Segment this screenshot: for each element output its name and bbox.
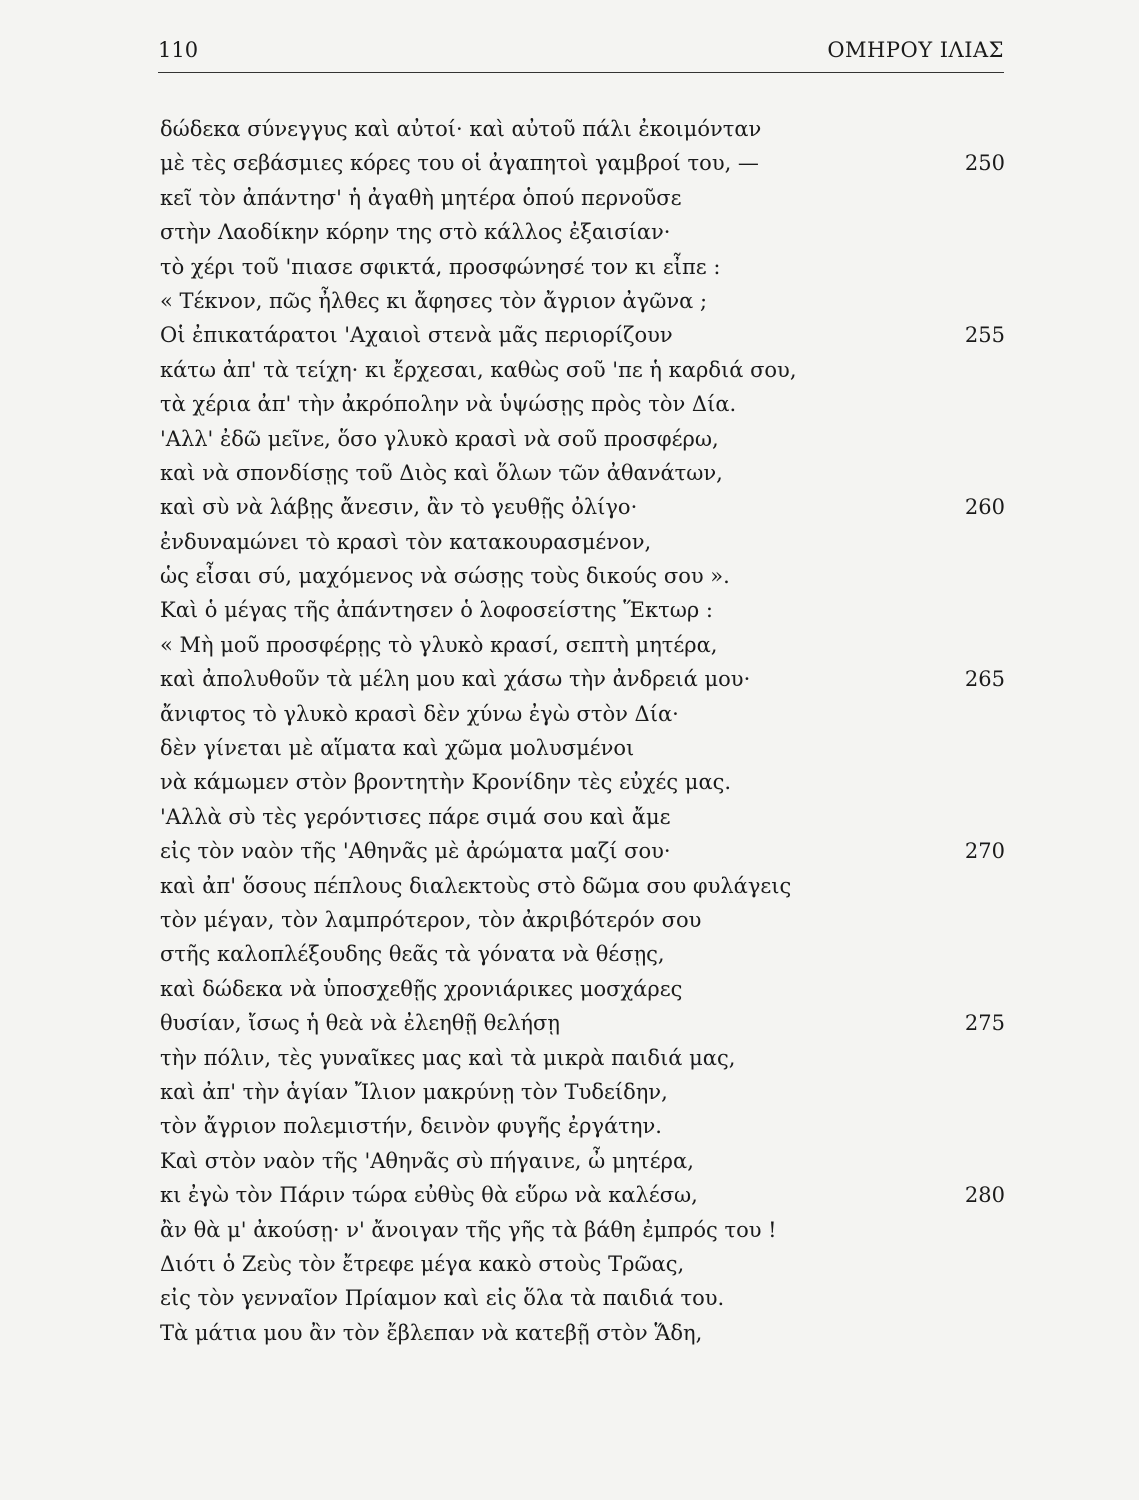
verse-line bbox=[160, 112, 1005, 146]
verse-line bbox=[160, 490, 1005, 524]
verse-line bbox=[160, 662, 1005, 696]
verse-text: εἰς τὸν ναὸν τῆς 'Αθηνᾶς μὲ ἀρώματα μαζί σου· bbox=[160, 839, 671, 864]
verse-line bbox=[160, 387, 1005, 421]
verse-text: « Μὴ μοῦ προσφέρῃς τὸ γλυκὸ κρασί, σεπτὴ μητέρα, bbox=[160, 632, 718, 657]
verse-text: Καὶ στὸν ναὸν τῆς 'Αθηνᾶς σὺ πήγαινε, ὦ μητέρα, bbox=[160, 1148, 694, 1173]
verse-line bbox=[160, 1247, 1005, 1281]
verse-text: στῆς καλοπλέξουδης θεᾶς τὰ γόνατα νὰ θέσῃς, bbox=[160, 942, 665, 967]
verse-text: « Τέκνον, πῶς ἦλθες κι ἄφησες τὸν ἄγριον ἀγῶνα ; bbox=[160, 288, 708, 313]
verse-text: καὶ σὺ νὰ λάβῃς ἄνεσιν, ἂν τὸ γευθῇς ὀλίγο· bbox=[160, 495, 638, 520]
verse-line bbox=[160, 972, 1005, 1006]
verse-line bbox=[160, 1144, 1005, 1178]
verse-text: εἰς τὸν γενναῖον Πρίαμον καὶ εἰς ὅλα τὰ παιδιά του. bbox=[160, 1286, 725, 1311]
verse-text: κι ἐγὼ τὸν Πάριν τώρα εὐθὺς θὰ εὕρω νὰ καλέσω, bbox=[160, 1183, 698, 1208]
verse-text: μὲ τὲς σεβάσμιες κόρες του οἱ ἀγαπητοὶ γαμβροί του, — bbox=[160, 151, 759, 176]
verse-text: καὶ ἀπολυθοῦν τὰ μέλη μου καὶ χάσω τὴν ἀνδρειά μου· bbox=[160, 667, 751, 692]
verse-text: νὰ κάμωμεν στὸν βροντητὴν Κρονίδην τὲς εὐχές μας. bbox=[160, 770, 732, 795]
verse-text: καὶ ἀπ' ὅσους πέπλους διαλεκτοὺς στὸ δῶμα σου φυλάγεις bbox=[160, 873, 792, 898]
verse-text: κάτω ἀπ' τὰ τείχη· κι ἔρχεσαι, καθὼς σοῦ 'πε ἡ καρδιά σου, bbox=[160, 357, 797, 382]
verse-text: δώδεκα σύνεγγυς καὶ αὐτοί· καὶ αὐτοῦ πάλι ἐκοιμόνταν bbox=[160, 117, 762, 141]
verse-text: ἄνιφτος τὸ γλυκὸ κρασὶ δὲν χύνω ἐγὼ στὸν Δία· bbox=[160, 701, 679, 726]
verse-line bbox=[160, 284, 1005, 318]
verse-line bbox=[160, 1109, 1005, 1143]
verse-text: καὶ δώδεκα νὰ ὑποσχεθῇς χρονιάρικες μοσχάρες bbox=[160, 976, 683, 1001]
verse-text: τὸ χέρι τοῦ 'πιασε σφικτά, προσφώνησέ τον κι εἶπε : bbox=[160, 254, 721, 279]
verse-text: δὲν γίνεται μὲ αἵματα καὶ χῶμα μολυσμένοι bbox=[160, 736, 635, 761]
verse-line bbox=[160, 869, 1005, 903]
verse-line bbox=[160, 422, 1005, 456]
verse-text: 'Αλλὰ σὺ τὲς γερόντισες πάρε σιμά σου καὶ ἄμε bbox=[160, 804, 671, 829]
verse-line bbox=[160, 593, 1005, 627]
verse-line bbox=[160, 146, 1005, 180]
verse-line bbox=[160, 1281, 1005, 1315]
verse-line bbox=[160, 697, 1005, 731]
line-number: 250 bbox=[964, 151, 1005, 176]
verse-text: κεῖ τὸν ἀπάντησ' ἡ ἀγαθὴ μητέρα ὁπού περνοῦσε bbox=[160, 185, 682, 210]
verse-text: θυσίαν, ἴσως ἡ θεὰ νὰ ἐλεηθῇ θελήσῃ bbox=[160, 1011, 560, 1036]
running-title: ΟΜΗΡΟΥ ΙΛΙΑΣ bbox=[827, 38, 1004, 62]
verse-line bbox=[160, 318, 1005, 352]
verse-text: Τὰ μάτια μου ἂν τὸν ἔβλεπαν νὰ κατεβῇ στὸν Ἅδη, bbox=[160, 1320, 703, 1345]
verse-line bbox=[160, 559, 1005, 593]
verse-line bbox=[160, 903, 1005, 937]
verse-text: 'Αλλ' ἐδῶ μεῖνε, ὅσο γλυκὸ κρασὶ νὰ σοῦ προσφέρω, bbox=[160, 426, 719, 451]
verse-text: στὴν Λαοδίκην κόρην της στὸ κάλλος ἐξαισίαν· bbox=[160, 220, 671, 245]
line-number: 260 bbox=[964, 495, 1005, 520]
verse-line bbox=[160, 456, 1005, 490]
verse-line bbox=[160, 765, 1005, 799]
verse-line bbox=[160, 628, 1005, 662]
verse-text: ἂν θὰ μ' ἀκούσῃ· ν' ἄνοιγαν τῆς γῆς τὰ βάθη ἐμπρός του ! bbox=[160, 1217, 777, 1242]
line-number: 265 bbox=[964, 667, 1005, 692]
line-number: 255 bbox=[964, 323, 1005, 348]
page-header bbox=[158, 38, 1004, 72]
verse-line bbox=[160, 353, 1005, 387]
verse-line bbox=[160, 937, 1005, 971]
line-number: 275 bbox=[964, 1011, 1005, 1036]
verse-line bbox=[160, 834, 1005, 868]
verse-text: καὶ νὰ σπονδίσῃς τοῦ Διὸς καὶ ὅλων τῶν ἀθανάτων, bbox=[160, 460, 723, 485]
verse-text: καὶ ἀπ' τὴν ἁγίαν Ἴλιον μακρύνῃ τὸν Τυδείδην, bbox=[160, 1079, 668, 1104]
verse-text: τὸν μέγαν, τὸν λαμπρότερον, τὸν ἀκριβότερόν σου bbox=[160, 907, 702, 932]
verse-text: ὡς εἶσαι σύ, μαχόμενος νὰ σώσῃς τοὺς δικούς σου ». bbox=[160, 564, 730, 589]
verse-line bbox=[160, 1316, 1005, 1350]
verse-line bbox=[160, 250, 1005, 284]
line-number: 270 bbox=[964, 839, 1005, 864]
verse-line bbox=[160, 800, 1005, 834]
verse-text: τὸν ἄγριον πολεμιστήν, δεινὸν φυγῆς ἐργάτην. bbox=[160, 1114, 662, 1139]
verse-text: τὰ χέρια ἀπ' τὴν ἀκρόπολην νὰ ὑψώσῃς πρὸς τὸν Δία. bbox=[160, 392, 737, 417]
verse-line bbox=[160, 215, 1005, 249]
verse-text: ἐνδυναμώνει τὸ κρασὶ τὸν κατακουρασμένον, bbox=[160, 529, 652, 554]
verse-line bbox=[160, 1006, 1005, 1040]
poem-text bbox=[160, 112, 1005, 1350]
verse-line bbox=[160, 1075, 1005, 1109]
verse-line bbox=[160, 525, 1005, 559]
verse-text: Οἱ ἐπικατάρατοι 'Αχαιοὶ στενὰ μᾶς περιορίζουν bbox=[160, 323, 673, 348]
header-rule bbox=[158, 72, 1004, 73]
verse-line bbox=[160, 1213, 1005, 1247]
verse-line bbox=[160, 1178, 1005, 1212]
line-number: 280 bbox=[964, 1183, 1005, 1208]
verse-text: Καὶ ὁ μέγας τῆς ἀπάντησεν ὁ λοφοσείστης Ἕκτωρ : bbox=[160, 598, 713, 623]
verse-line bbox=[160, 731, 1005, 765]
page-number: 110 bbox=[158, 38, 199, 62]
verse-text: Διότι ὁ Ζεὺς τὸν ἔτρεφε μέγα κακὸ στοὺς Τρῶας, bbox=[160, 1251, 685, 1276]
verse-line bbox=[160, 1041, 1005, 1075]
verse-text: τὴν πόλιν, τὲς γυναῖκες μας καὶ τὰ μικρὰ παιδιά μας, bbox=[160, 1045, 736, 1070]
verse-line bbox=[160, 181, 1005, 215]
